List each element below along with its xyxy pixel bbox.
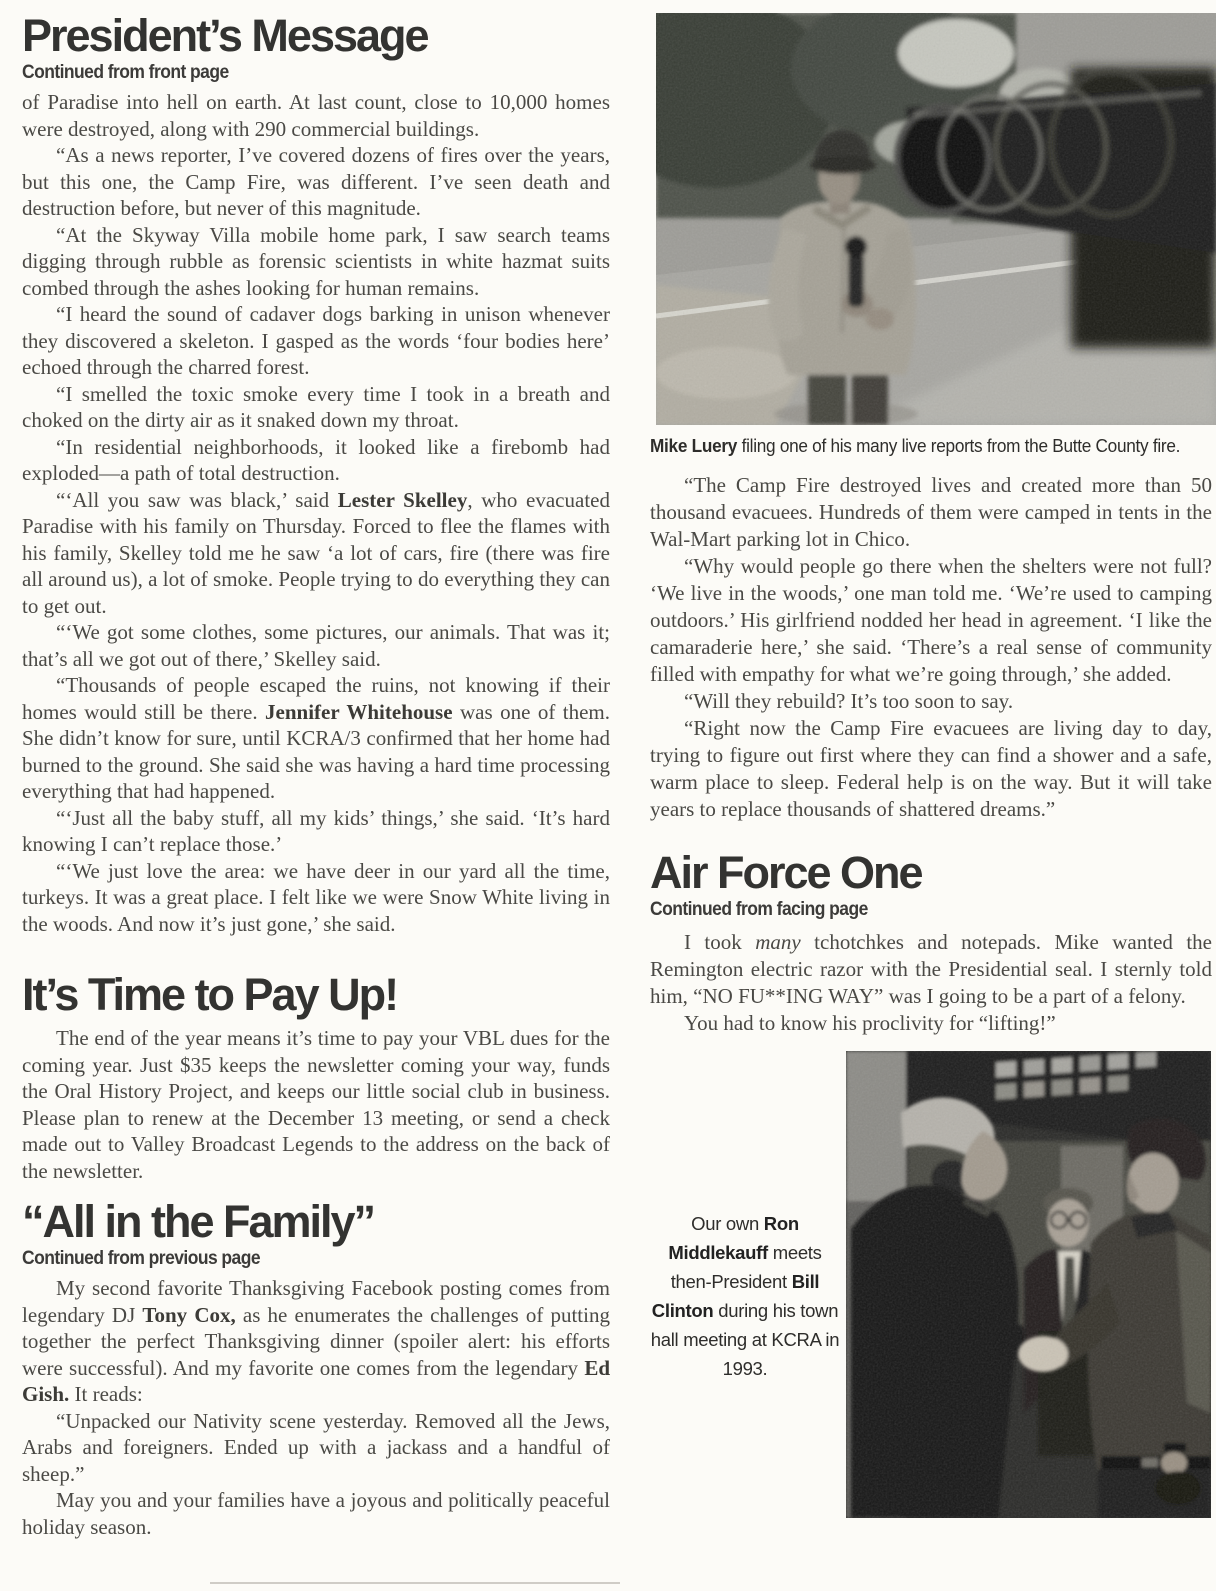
pay-up-title: It’s Time to Pay Up!: [22, 969, 398, 1020]
paragraph: of Paradise into hell on earth. At last count, close to 10,000 homes were destroyed, along with 290 commercial buildings.: [22, 90, 610, 141]
clinton-photo: [846, 1051, 1211, 1518]
clinton-photo-row: [650, 1051, 1216, 1518]
clinton-photo-caption: Our own Ron Middlekauff meets then-President Bill Clinton during his town hall meeting at KCRA in 1993.: [650, 1213, 840, 1379]
all-in-the-family-body: [22, 1275, 610, 1540]
right-column: [650, 0, 1216, 1518]
left-column: [22, 12, 610, 1540]
film-grain: [656, 13, 1216, 425]
all-in-the-family-title: “All in the Family”: [22, 1196, 375, 1247]
pay-up-body: [22, 1025, 610, 1184]
paragraph: “As a news reporter, I’ve covered dozens of fires over the years, but this one, the Camp Fire, was different. I’ve seen death and destruction before, but never of this magnitude.: [22, 143, 610, 220]
continued-note-facing-page: Continued from facing page: [650, 899, 868, 920]
paragraph: My second favorite Thanksgiving Facebook posting comes from legendary DJ Tony Cox, as he enumerates the challenges of putting together the perfect Thanksgiving dinner (spoiler alert: his efforts were successful). And my favorite one comes from the legendary Ed Gish. It reads:: [22, 1276, 610, 1406]
film-grain: [846, 1051, 1211, 1518]
campfire-body: [650, 472, 1216, 823]
paragraph: “I smelled the toxic smoke every time I took in a breath and choked on the dirty air as it snaked down my throat.: [22, 381, 610, 432]
presidents-message-body: [22, 89, 610, 937]
paragraph: I took many tchotchkes and notepads. Mike wanted the Remington electric razor with the Presidential seal. I sternly told him, “NO FU**ING WAY” was I going to be a part of a felony.: [650, 930, 1213, 1008]
paragraph: “‘Just all the baby stuff, all my kids’ things,’ she said. ‘It’s hard knowing I can’t replace those.’: [22, 805, 610, 856]
paragraph: “‘We just love the area: we have deer in our yard all the time, turkeys. It was a great place. I felt like we were Snow White living in the woods. And now it’s just gone,’ she said.: [22, 858, 610, 936]
paragraph: “I heard the sound of cadaver dogs barking in unison whenever they discovered a skeleton. I gasped as the words ‘four bodies here’ echoed through the charred forest.: [22, 302, 610, 379]
paragraph: “At the Skyway Villa mobile home park, I saw search teams digging through rubble as forensic scientists in white hazmat suits combed through the ashes looking for human remains.: [22, 222, 610, 300]
paragraph: You had to know his proclivity for “lifting!”: [684, 1011, 1056, 1035]
paragraph: The end of the year means it’s time to pay your VBL dues for the coming year. Just $35 keeps the newsletter coming your way, funds the Oral History Project, and keeps our little social club in business. Please plan to renew at the December 13 meeting, or send a check made out to Valley Broadcast Legends to the address on the back of the newsletter.: [22, 1026, 610, 1183]
air-force-one-body: [650, 929, 1216, 1037]
mike-luery-photo: [656, 13, 1216, 425]
paragraph: “The Camp Fire destroyed lives and created more than 50 thousand evacuees. Hundreds of them were camped in tents in the Wal-Mart parking lot in Chico.: [650, 473, 1212, 551]
continued-note-front-page: Continued from front page: [22, 62, 229, 83]
paragraph: “Right now the Camp Fire evacuees are living day to day, trying to figure out first where they can find a shower and a safe, warm place to sleep. Federal help is on the way. But it will take years to replace thousands of shattered dreams.”: [650, 716, 1212, 821]
paragraph: “Thousands of people escaped the ruins, not knowing if their homes would still be there. Jennifer Whitehouse was one of them. She didn’t know for sure, until KCRA/3 confirmed that her home had burned to the ground. She said she was having a hard time processing everything that had happened.: [22, 673, 610, 803]
paragraph: “In residential neighborhoods, it looked like a firebomb had exploded—a path of total destruction.: [22, 434, 610, 485]
mike-luery-photo-caption: Mike Luery filing one of his many live reports from the Butte County fire.: [650, 435, 1181, 456]
page-bottom-rule: [210, 1582, 620, 1584]
paragraph: “Will they rebuild? It’s too soon to say.: [684, 689, 1014, 713]
air-force-one-title: Air Force One: [650, 847, 922, 898]
section-all-in-the-family: [22, 1198, 610, 1540]
presidents-message-title: President’s Message: [22, 10, 428, 61]
paragraph: May you and your families have a joyous and politically peaceful holiday season.: [22, 1488, 610, 1539]
continued-note-previous-page: Continued from previous page: [22, 1248, 261, 1269]
mike-luery-photo-figure: [650, 13, 1216, 457]
paragraph: “Unpacked our Nativity scene yesterday. Removed all the Jews, Arabs and foreigners. Ended up with a jackass and a handful of sheep.”: [22, 1408, 610, 1486]
section-air-force-one: [650, 849, 1216, 1037]
paragraph: “Why would people go there when the shelters were not full? ‘We live in the woods,’ one man told me. ‘We’re used to camping outdoors.’ His girlfriend nodded her head in agreement. ‘I like the camaraderie here,’ she said. ‘There’s a real sense of community filled with empathy for what we’re going through,’ she added.: [650, 554, 1212, 686]
paragraph: “‘We got some clothes, some pictures, our animals. That was it; that’s all we got out of there,’ Skelley said.: [22, 620, 610, 671]
paragraph: “‘All you saw was black,’ said Lester Skelley, who evacuated Paradise with his family on Thursday. Forced to flee the flames with his family, Skelley told me he saw ‘a lot of cars, fire (there was fire all around us), a lot of smoke. People trying to do everything they can to get out.: [22, 487, 610, 618]
section-pay-up: [22, 971, 610, 1184]
section-presidents-message: [22, 12, 610, 937]
